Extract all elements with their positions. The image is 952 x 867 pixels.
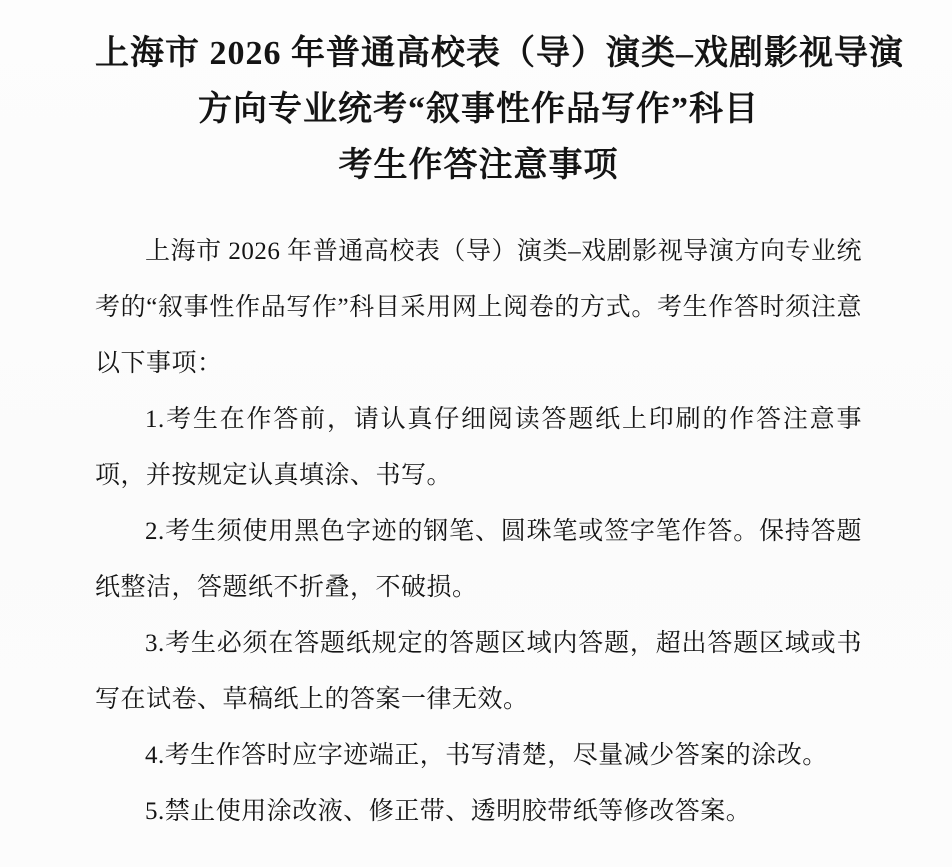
notice-item-3: 3.考生必须在答题纸规定的答题区域内答题，超出答题区域或书写在试卷、草稿纸上的答案一律无效。	[95, 630, 862, 713]
document-title-line-3: 考生作答注意事项	[338, 147, 619, 184]
document-body	[95, 224, 862, 840]
notice-item-2: 2.考生须使用黑色字迹的钢笔、圆珠笔或签字笔作答。保持答题纸整洁，答题纸不折叠，不破损。	[95, 518, 862, 601]
notice-item-5: 5.禁止使用涂改液、修正带、透明胶带纸等修改答案。	[145, 798, 752, 825]
notice-item-1: 1.考生在作答前，请认真仔细阅读答题纸上印刷的作答注意事项，并按规定认真填涂、书写。	[95, 406, 862, 489]
document-title	[95, 26, 904, 194]
intro-paragraph: 上海市 2026 年普通高校表（导）演类–戏剧影视导演方向专业统考的“叙事性作品写作”科目采用网上阅卷的方式。考生作答时须注意以下事项：	[95, 238, 862, 377]
notice-item-4: 4.考生作答时应字迹端正，书写清楚，尽量减少答案的涂改。	[145, 742, 828, 769]
document-title-line-1: 上海市 2026 年普通高校表（导）演类–戏剧影视导演	[95, 35, 904, 72]
document-title-line-2: 方向专业统考“叙事性作品写作”科目	[198, 91, 759, 128]
